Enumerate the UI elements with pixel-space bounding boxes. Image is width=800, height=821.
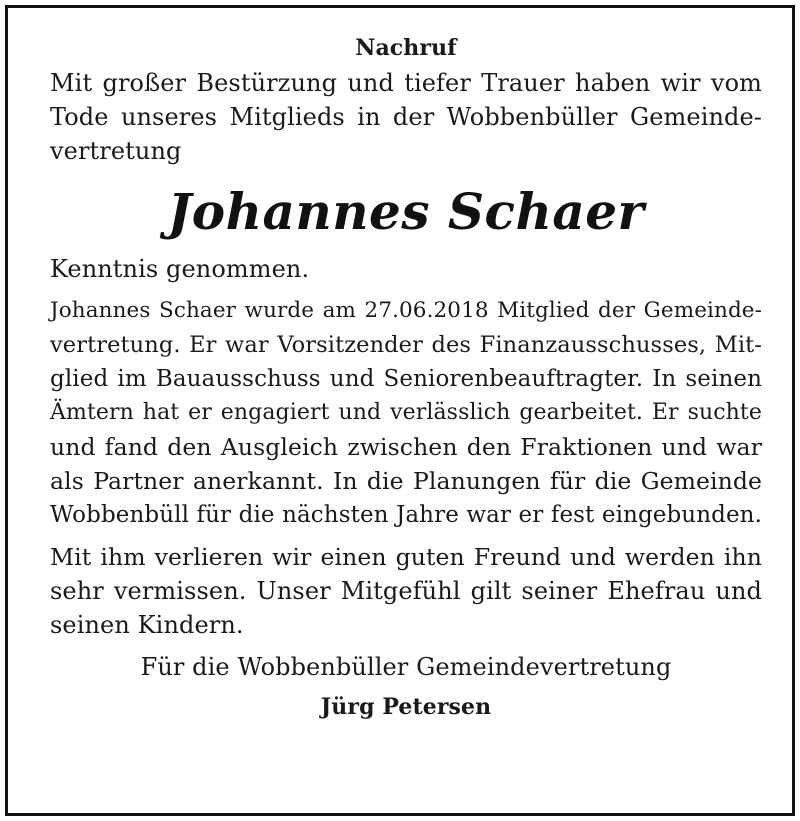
biography-line: Wobbenbüll für die nächsten Jahre war er fest eingebunden.	[50, 502, 762, 528]
condolence-line: Mit ihm verlieren wir einen guten Freund und werden ihn	[50, 543, 762, 571]
intro-paragraph	[50, 66, 762, 168]
kenntnis-line: Kenntnis genommen.	[50, 255, 310, 283]
obituary-heading: Nachruf	[355, 35, 457, 61]
biography-line: und fand den Ausgleich zwischen den Fraktionen und war	[50, 433, 762, 461]
condolence-paragraph	[50, 540, 762, 642]
intro-line: Mit großer Bestürzung und tiefer Trauer haben wir vom	[50, 69, 762, 97]
biography-line: Ämtern hat er engagiert und verlässlich gearbeitet. Er suchte	[50, 400, 762, 425]
signature-organization: Für die Wobbenbüller Gemeindevertretung	[140, 653, 672, 681]
biography-line: glied im Bauausschuss und Seniorenbeauftragter. In seinen	[50, 366, 762, 392]
biography-paragraph	[50, 294, 762, 532]
obituary-frame	[5, 5, 795, 816]
biography-line: Johannes Schaer wurde am 27.06.2018 Mitglied der Gemeinde-	[50, 298, 762, 323]
signature-name: Jürg Petersen	[320, 694, 492, 720]
intro-line: vertretung	[50, 137, 182, 165]
kenntnis-paragraph	[50, 252, 762, 286]
biography-line: als Partner anerkannt. In die Planungen für die Gemeinde	[50, 467, 762, 495]
condolence-line: sehr vermissen. Unser Mitgefühl gilt seiner Ehefrau und	[50, 577, 762, 605]
obituary-content	[50, 30, 762, 724]
deceased-name: Johannes Schaer	[167, 182, 645, 241]
biography-line: vertretung. Er war Vorsitzender des Finanzausschusses, Mit-	[50, 332, 762, 358]
intro-line: Tode unseres Mitglieds in der Wobbenbüller Gemeinde-	[50, 103, 762, 131]
condolence-line: seinen Kindern.	[50, 611, 244, 639]
